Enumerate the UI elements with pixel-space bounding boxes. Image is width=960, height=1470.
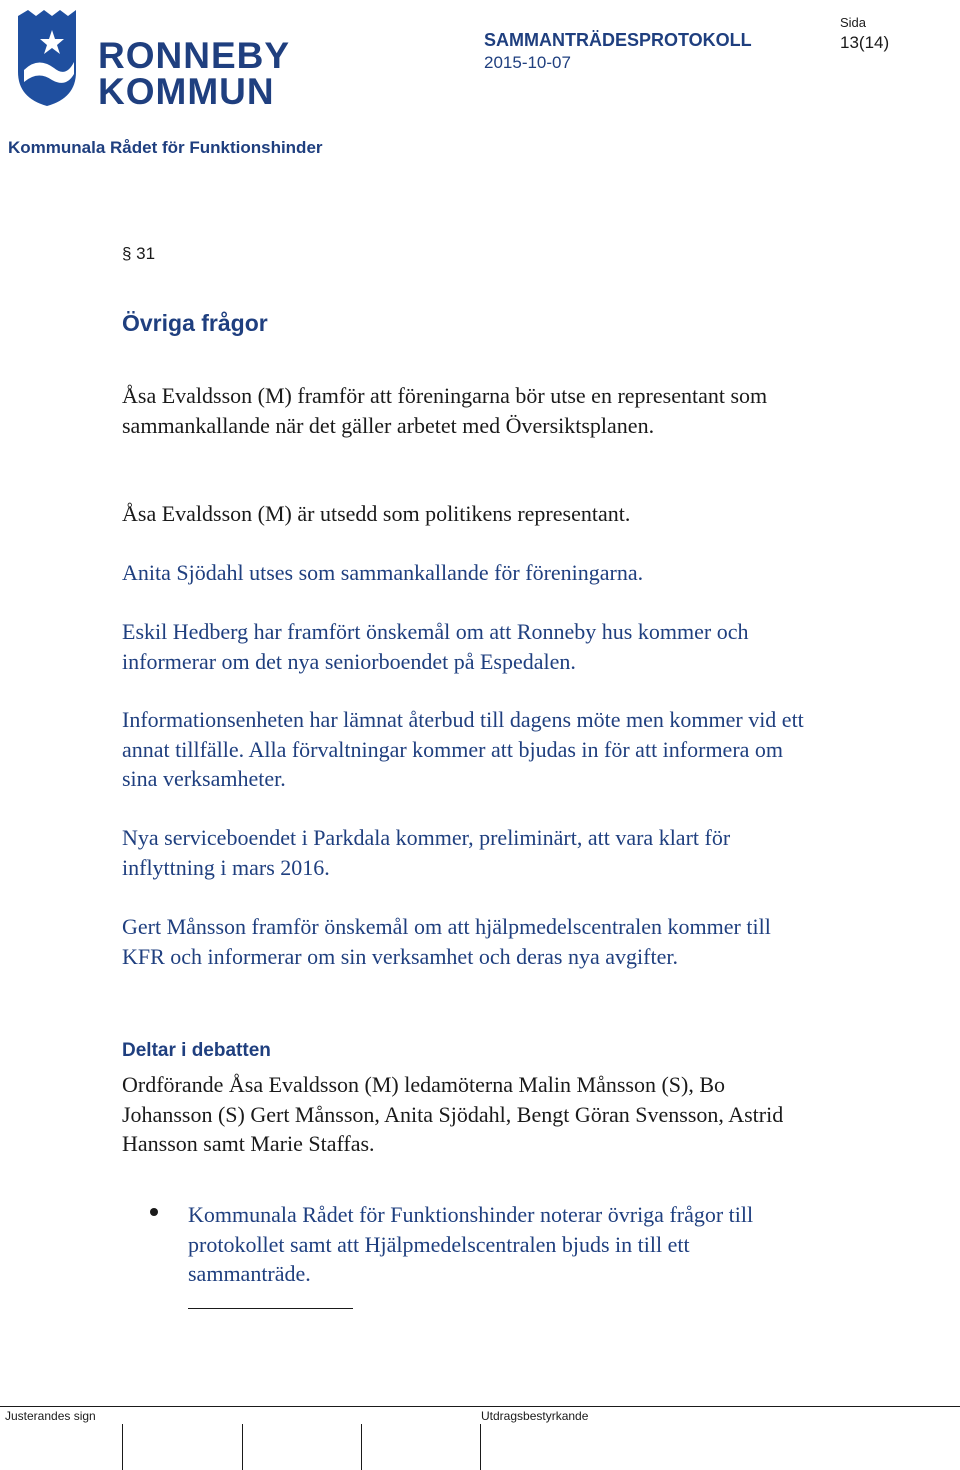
signature-box-divider: [361, 1424, 362, 1470]
signature-box-divider: [122, 1424, 123, 1470]
footer-sign-label: Justerandes sign: [5, 1409, 96, 1423]
logo-line-1: RONNEBY: [98, 35, 291, 76]
paragraph: Informationsenheten har lämnat återbud till dagens möte men kommer vid ett annat tillfälle. Alla förvaltningar kommer att bjudas in för att informera om sina verksamheter.: [122, 707, 804, 791]
section-number: § 31: [122, 244, 156, 263]
logo-wordmark: [98, 35, 291, 112]
paragraph: Gert Månsson framför önskemål om att hjälpmedelscentralen kommer till KFR och informerar om sin verksamhet och deras nya avgifter.: [122, 914, 771, 969]
bullet-icon: [150, 1208, 158, 1216]
ronneby-kommun-logo: [14, 8, 291, 112]
debate-heading: Deltar i debatten: [122, 1040, 271, 1061]
debate-participants: Ordförande Åsa Evaldsson (M) ledamöterna Malin Månsson (S), Bo Johansson (S) Gert Månsson, Anita Sjödahl, Bengt Göran Svensson, Astrid Hansson samt Marie Staffas.: [122, 1072, 784, 1156]
signature-box-divider: [480, 1424, 481, 1470]
section-title: Övriga frågor: [122, 310, 268, 336]
signature-box-divider: [242, 1424, 243, 1470]
decision-text: Kommunala Rådet för Funktionshinder noterar övriga frågor till protokollet samt att Hjälpmedelscentralen bjuds in till ett sammanträde.: [188, 1202, 754, 1286]
footer-divider: [0, 1406, 960, 1407]
end-rule: [188, 1308, 353, 1309]
paragraph: Åsa Evaldsson (M) framför att föreningarna bör utse en representant som sammankallande när det gäller arbetet med Översiktsplanen.: [122, 383, 768, 438]
footer-certify-label: Utdragsbestyrkande: [481, 1409, 589, 1423]
paragraph: Åsa Evaldsson (M) är utsedd som politikens representant.: [122, 501, 631, 526]
paragraph: Nya serviceboendet i Parkdala kommer, preliminärt, att vara klart för inflyttning i mars 2016.: [122, 825, 731, 880]
paragraph: Eskil Hedberg har framfört önskemål om att Ronneby hus kommer och informerar om det nya seniorboendet på Espedalen.: [122, 619, 749, 674]
organization-heading: Kommunala Rådet för Funktionshinder: [8, 138, 323, 157]
logo-line-2: KOMMUN: [98, 71, 275, 112]
meeting-date: 2015-10-07: [484, 53, 571, 72]
page-label: Sida: [840, 15, 867, 30]
document-title: SAMMANTRÄDESPROTOKOLL: [484, 30, 752, 50]
paragraph: Anita Sjödahl utses som sammankallande för föreningarna.: [122, 560, 644, 585]
page-number: 13(14): [840, 33, 890, 52]
coat-of-arms-icon: [14, 8, 80, 108]
